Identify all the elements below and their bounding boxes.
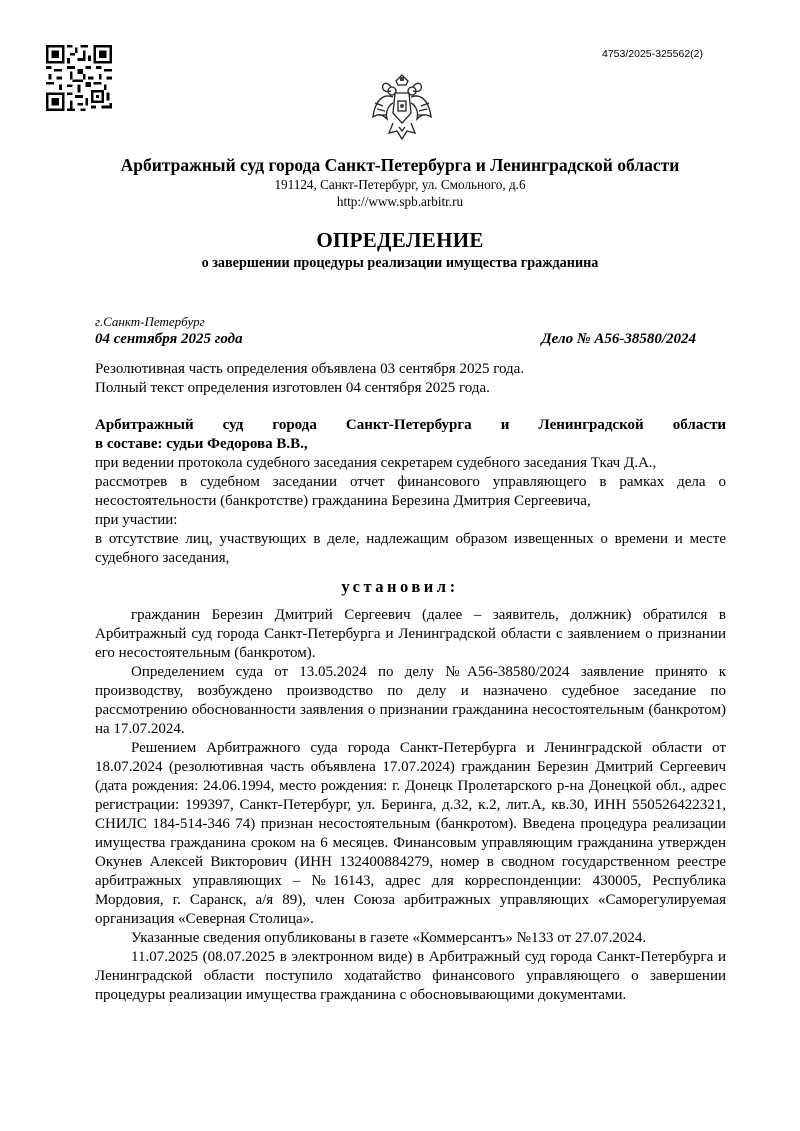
paragraph: гражданин Березин Дмитрий Сергеевич (далее – заявитель, должник) обратился в Арбитражный суд города Санкт-Петербурга и Ленинградской области с заявлением о признании его несостоятельным (банкротом). <box>95 607 726 661</box>
participation-text: в отсутствие лиц, участвующих в деле, надлежащим образом извещенных о времени и месте судебного заседания, <box>95 531 726 566</box>
secretary-line: при ведении протокола судебного заседания секретарем судебного заседания Ткач Д.А., <box>95 455 657 471</box>
qr-code <box>46 45 112 111</box>
considered-line: рассмотрев в судебном заседании отчет финансового управляющего в рамках дела о несостоятельности (банкротстве) гражданина Березина Дмитрия Сергеевича, <box>95 474 726 509</box>
paragraph: Указанные сведения опубликованы в газете «Коммерсантъ» №133 от 27.07.2024. <box>131 930 647 946</box>
resolution-announced-line: Резолютивная часть определения объявлена 03 сентября 2025 года. <box>95 361 525 377</box>
participation-label: при участии: <box>95 512 178 528</box>
document-date: 04 сентября 2025 года <box>95 331 243 347</box>
case-number: Дело № А56-38580/2024 <box>541 331 696 347</box>
main-text <box>95 606 726 1005</box>
document-title: ОПРЕДЕЛЕНИЕ <box>316 228 484 252</box>
city: г.Санкт-Петербург <box>95 314 205 329</box>
court-website: http://www.spb.arbitr.ru <box>336 194 464 209</box>
court-composition-heading: Арбитражный суд города Санкт-Петербурга и Ленинградской области <box>95 417 726 433</box>
established-heading: установил: <box>341 577 459 596</box>
document-subtitle: о завершении процедуры реализации имущества гражданина <box>201 255 599 271</box>
paragraph: Решением Арбитражного суда города Санкт-Петербурга и Ленинградской области от 18.07.2024 (резолютивная часть объявлена 17.07.2024) гражданин Березин Дмитрий Сергеевич (дата рождения: 24.06.1994, место рождения: г. Донецк Пролетарского р-на Донецкой обл., адрес регистрации: 199397, Санкт-Петербург, ул. Беринга, д.32, к.2, лит.А, кв.30, ИНН 550526422321, СНИЛС 184-514-346 74) признан несостоятельным (банкротом). Введена процедура реализации имущества гражданина сроком на 6 месяцев. Финансовым управляющим гражданина утвержден Окунев Алексей Викторович (ИНН 132400884279, номер в сводном государственном реестре арбитражных управляющих – №16143, адрес для корреспонденции: 430005, Республика Мордовия, г. Саранск, а/я 89), член Союза арбитражных управляющих «Саморегулируемая организация «Северная Столица». <box>95 740 726 927</box>
court-name: Арбитражный суд города Санкт-Петербурга и Ленинградской области <box>120 155 680 175</box>
court-address: 191124, Санкт-Петербург, ул. Смольного, д.6 <box>274 177 526 192</box>
judge-line: в составе: судьи Федорова В.В., <box>95 436 308 452</box>
coat-of-arms-icon <box>371 73 433 145</box>
intro-block <box>95 360 726 398</box>
document-number: 4753/2025-325562(2) <box>601 48 703 60</box>
paragraph: 11.07.2025 (08.07.2025 в электронном виде) в Арбитражный суд города Санкт-Петербурга и Ленинградской области поступило ходатайство финансового управляющего о завершении процедуры реализации имущества гражданина с обосновывающими документами. <box>95 949 726 1003</box>
paragraph: Определением суда от 13.05.2024 по делу №А56-38580/2024 заявление принято к производству, возбуждено производство по делу и назначено судебное заседание по рассмотрению обоснованности заявления о признании гражданина несостоятельным (банкротом) на 17.07.2024. <box>95 664 726 737</box>
full-text-line: Полный текст определения изготовлен 04 сентября 2025 года. <box>95 380 490 396</box>
composition-block <box>95 416 726 568</box>
